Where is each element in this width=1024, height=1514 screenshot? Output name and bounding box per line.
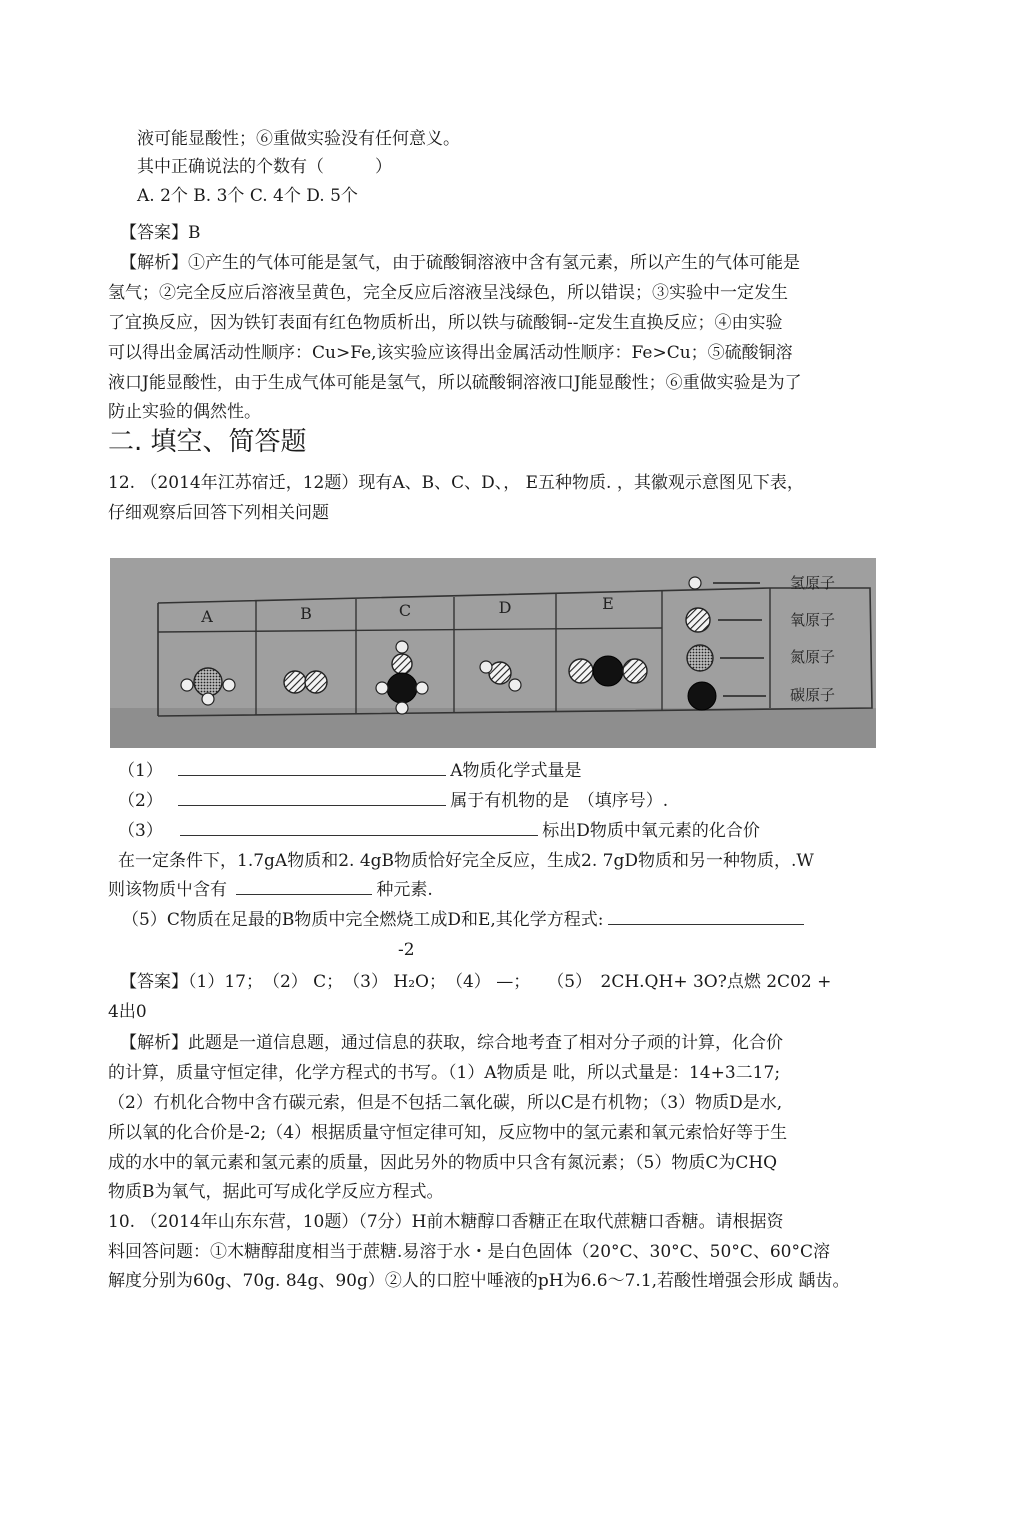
sub-question-text: 种元素. — [376, 880, 433, 900]
sub-question-3 — [118, 820, 760, 842]
analysis-line: 了宜换反应，因为铁钉表面有红色物质析出，所以铁与硫酸铜--定发生直换反应；④由实验 — [108, 313, 783, 333]
text-line: 其中正确说法的个数有（ ） — [137, 157, 392, 177]
sub-question-4-cont — [108, 879, 433, 901]
sub-question-number: （2） — [118, 791, 163, 811]
sub-question-text: 属于有机物的是 （填序号）. — [450, 791, 669, 811]
analysis-line: （2）冇机化合物中含冇碳元索，但是不包括二氧化碳，所以C是冇机物；（3）物质D是水, — [108, 1093, 783, 1113]
answer-line: 4出0 — [108, 1002, 147, 1022]
sub-question-text: A物质化学式量是 — [450, 761, 582, 781]
column-header-d: D — [498, 598, 512, 617]
valence-mark: -2 — [398, 940, 415, 960]
question-10-line: 10. （2014年山东东营，10题）（7分）H前木糖醇口香糖正在取代蔗糖口香糖。请根据资 — [108, 1212, 784, 1232]
analysis-line: 防止实验的偶然性。 — [108, 402, 261, 422]
sub-question-number: （1） — [118, 761, 163, 781]
answer-label: 【答案】B — [120, 223, 201, 243]
sub-question-text: 标出D物质中氧元素的化合价 — [542, 821, 760, 841]
options-line: A. 2个 B. 3个 C. 4个 D. 5个 — [137, 186, 358, 206]
answer-blank[interactable] — [608, 910, 804, 925]
question-12-line: 仔细观察后回答下列相关问题 — [108, 503, 329, 523]
answer-blank[interactable] — [236, 880, 372, 895]
legend-carbon: 碳原子 — [790, 686, 836, 704]
question-10-line: 料回答问题：①木糖醇甜度相当于蔗糖.易溶于水・是白色固体（20°C、30°C、50°C、60°C溶 — [108, 1242, 830, 1262]
legend-oxygen: 氧原子 — [790, 611, 836, 629]
legend-hydrogen: 氢原子 — [790, 574, 836, 592]
analysis-line: 所以氧的化合价是-2;（4）根据质量守恒定律可知，反应物中的氢元素和氧元索恰好等于生 — [108, 1123, 788, 1143]
analysis-line: 的计算，质量守恒定律，化学方程式的书写。（1）A物质是 吡，所以式量是：14+3二17; — [108, 1063, 781, 1083]
column-header-c: C — [398, 601, 412, 620]
text-line: 液可能显酸性；⑥重做实验没有任何意义。 — [137, 129, 460, 149]
sub-question-text: （5）C物质在足最的B物质中完全燃烧工成D和E,其化学方程式: — [122, 910, 604, 930]
column-header-b: B — [300, 604, 312, 623]
column-header-e: E — [602, 594, 614, 613]
section-title: 二. 填空、简答题 — [108, 427, 307, 457]
sub-question-2 — [118, 790, 668, 812]
sub-question-text: 在一定条件下，1.7gA物质和2. 4gB物质恰好完全反应，生成2. 7gD物质和另一种物质，.W — [118, 851, 814, 871]
analysis-line: 可以得出金属活动性顺序：Cu>Fe,该实验应该得出金属活动性顺序：Fe>Cu；⑤硫酸铜溶 — [108, 343, 793, 363]
molecule-diagram-svg — [110, 558, 876, 748]
answer-blank[interactable] — [178, 791, 446, 806]
sub-question-text: 则该物质屮含有 — [108, 880, 227, 900]
sub-question-number: （3） — [118, 821, 163, 841]
analysis-line: 【解析】此题是一道信息题，通过信息的获取，综合地考査了相对分子顽的计算，化合价 — [120, 1033, 783, 1053]
analysis-line: 【解析】①产生的气体可能是氢气，由于硫酸铜溶液中含有氢元素，所以产生的气体可能是 — [120, 253, 800, 273]
sub-question-5 — [122, 909, 804, 931]
sub-question-4 — [118, 850, 814, 872]
answer-blank[interactable] — [180, 821, 538, 836]
question-10-line: 解度分别为60g、70g. 84g、90g）②人的口腔屮唾液的pH为6.6～7.1,若酸性增强会形成 龋齿。 — [108, 1271, 850, 1291]
analysis-line: 物质B为氧气，据此可写成化学反应方程式。 — [108, 1182, 444, 1202]
analysis-line: 液口J能显酸性，由于生成气体可能是氢气，所以硫酸铜溶液口J能显酸性；⑥重做实验是为了 — [108, 373, 802, 393]
question-12-line: 12. （2014年江苏宿迁，12题）现有A、B、C、D、， E五种物质. ，其徽观示意图见下表， — [108, 473, 804, 493]
analysis-line: 成的水中的氧元素和氢元素的质量，因此另外的物质中只含有氮沅素；（5）物质C为CHQ — [108, 1153, 778, 1173]
legend-nitrogen: 氮原子 — [790, 648, 836, 666]
analysis-line: 氢气；②完全反应后溶液呈黄色，完全反应后溶液呈浅绿色，所以错误；③实验中一定发生 — [108, 283, 788, 303]
column-header-a: A — [201, 607, 213, 626]
molecule-e — [569, 656, 647, 686]
molecule-diagram — [110, 558, 876, 748]
answer-line: 【答案】（1）17； （2） C； （3） H₂O； （4） —； （5） 2CH.QH+ 3O?点燃 2C02 + — [120, 972, 832, 992]
sub-question-1 — [118, 760, 582, 782]
answer-blank[interactable] — [178, 761, 446, 776]
